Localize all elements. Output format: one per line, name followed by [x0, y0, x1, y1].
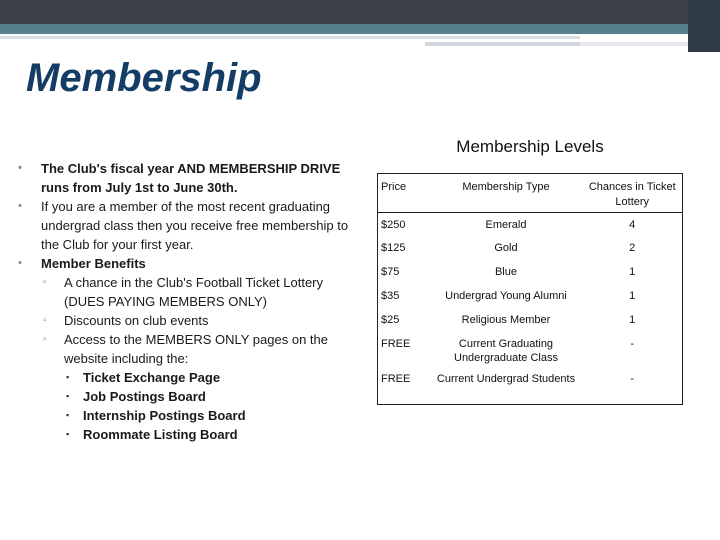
cell-type: Undergrad Young Alumni [445, 290, 567, 302]
benefit-text: Access to the MEMBERS ONLY pages on the website including the: [64, 332, 328, 366]
header-rule-2 [425, 42, 580, 46]
square-bullet-icon: ▪ [66, 410, 70, 420]
cell-price: $250 [381, 218, 406, 231]
sub-bullet-icon: ▫ [43, 334, 47, 345]
square-bullet-icon: ▪ [66, 429, 70, 439]
cell-chances: 1 [629, 314, 636, 326]
sub-bullet-icon: ▫ [43, 315, 47, 326]
table-row [377, 260, 683, 284]
cell-type: Religious Member [461, 314, 551, 326]
cell-type: Current Undergrad Students [436, 373, 576, 385]
bullet-dot-icon: • [18, 257, 22, 269]
table-row [377, 367, 683, 402]
header-bar-accent [0, 24, 720, 34]
bullet-member-benefits [18, 254, 363, 444]
members-page-text: Internship Postings Board [83, 408, 246, 423]
cell-chances: 4 [629, 218, 636, 231]
bullet-dot-icon: • [18, 200, 22, 212]
bullet-text: Member Benefits [41, 256, 146, 271]
bullet-text: If you are a member of the most recent graduating undergrad class then you receive free membership to the Club for your first year. [41, 199, 349, 252]
cell-chances: 2 [629, 242, 636, 254]
cell-price: $25 [381, 314, 400, 326]
table-header-row [377, 173, 683, 212]
header-price: Price [377, 173, 431, 212]
bullet-fiscal-year [18, 159, 363, 197]
sub-bullet-icon: ▫ [43, 277, 47, 288]
cell-chances: 1 [629, 266, 636, 278]
bullet-text: The Club's fiscal year AND MEMBERSHIP DRIVE runs from July 1st to June 30th. [41, 161, 341, 195]
table-row [377, 332, 683, 367]
bullet-dot-icon: • [18, 162, 22, 174]
members-page-item [64, 425, 363, 444]
square-bullet-icon: ▪ [66, 372, 70, 382]
square-bullet-icon: ▪ [66, 391, 70, 401]
members-page-item [64, 387, 363, 406]
bullet-free-membership [18, 197, 363, 254]
cell-type: Gold [494, 242, 518, 254]
members-page-text: Roommate Listing Board [83, 427, 238, 442]
members-page-item [64, 406, 363, 425]
table-row [377, 284, 683, 308]
membership-levels-table [377, 173, 683, 402]
cell-type: Blue [494, 266, 517, 278]
cell-chances: - [630, 373, 635, 385]
benefit-item [41, 273, 363, 311]
members-page-text: Ticket Exchange Page [83, 370, 221, 385]
cell-price: $125 [381, 242, 406, 254]
cell-type: Emerald [485, 218, 527, 231]
benefit-text: A chance in the Club's Football Ticket Lottery (DUES PAYING MEMBERS ONLY) [64, 275, 324, 309]
table-row [377, 212, 683, 236]
table-row [377, 236, 683, 260]
header-bar-dark [0, 0, 720, 24]
header-corner-block [688, 0, 720, 52]
cell-price: $35 [381, 290, 400, 302]
cell-type: Current Graduating Undergraduate Class [454, 338, 558, 364]
benefit-item [41, 330, 363, 444]
table-row [377, 308, 683, 332]
benefit-text: Discounts on club events [64, 313, 209, 328]
cell-price: FREE [381, 338, 411, 350]
bullet-list [18, 159, 363, 444]
header-rule-3 [580, 42, 688, 46]
header-ticket-chances: Chances in Ticket Lottery [581, 173, 683, 212]
benefit-item [41, 311, 363, 330]
cell-price: FREE [381, 373, 411, 385]
cell-chances: - [630, 338, 635, 350]
cell-price: $75 [381, 266, 400, 278]
table-caption: Membership Levels [456, 137, 604, 156]
members-page-text: Job Postings Board [83, 389, 206, 404]
cell-chances: 1 [629, 290, 636, 302]
header-rule-1 [0, 36, 580, 39]
slide-title: Membership [26, 56, 262, 100]
header-membership-type: Membership Type [431, 173, 582, 212]
members-page-item [64, 368, 363, 387]
